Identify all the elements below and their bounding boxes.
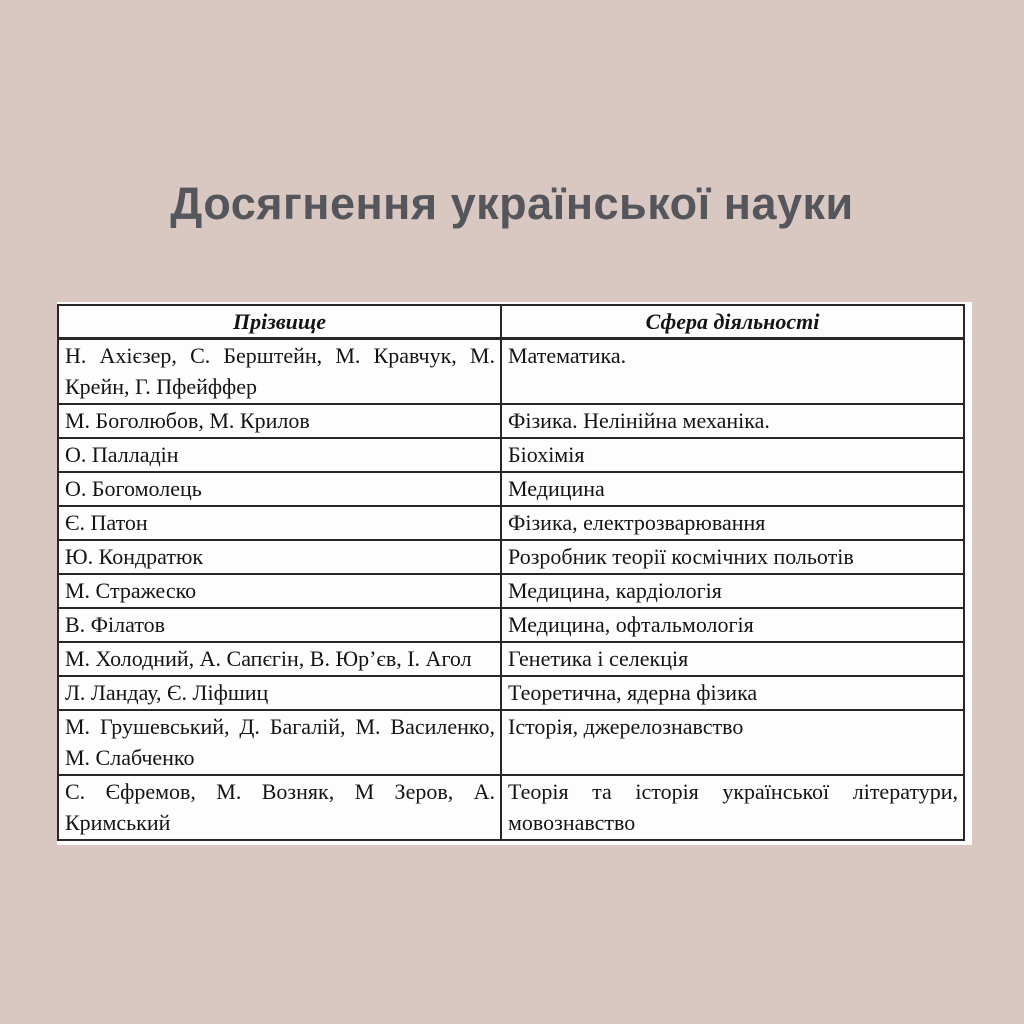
- field-cell: Генетика і селекція: [501, 642, 964, 676]
- table-row: [58, 438, 964, 472]
- table-row: [58, 710, 964, 775]
- field-cell: Медицина, офтальмологія: [501, 608, 964, 642]
- table-body: [58, 339, 964, 841]
- table-row: [58, 540, 964, 574]
- scientists-cell: Л. Ландау, Є. Ліфшиц: [58, 676, 501, 710]
- table-row: [58, 574, 964, 608]
- table-card: [57, 302, 972, 845]
- scientists-cell: С. Єфремов, М. Возняк, М Зеров, А. Кримський: [58, 775, 501, 840]
- page-title: Досягнення української науки: [170, 178, 854, 229]
- scientists-cell: О. Палладін: [58, 438, 501, 472]
- table-row: [58, 404, 964, 438]
- scientists-cell: М. Холодний, А. Сапєгін, В. Юр’єв, І. Агол: [58, 642, 501, 676]
- scientists-cell: М. Боголюбов, М. Крилов: [58, 404, 501, 438]
- table-row: [58, 775, 964, 840]
- table-row: [58, 339, 964, 405]
- field-cell: Теорія та історія української літератури, мовознавство: [501, 775, 964, 840]
- field-cell: Медицина, кардіологія: [501, 574, 964, 608]
- column-header-field: Сфера діяльності: [501, 305, 964, 339]
- scientists-table: [57, 304, 965, 841]
- table-row: [58, 676, 964, 710]
- scientists-cell: Н. Ахієзер, С. Берштейн, М. Кравчук, М. Крейн, Г. Пфейффер: [58, 339, 501, 405]
- scientists-cell: М. Грушевський, Д. Багалій, М. Василенко, М. Слабченко: [58, 710, 501, 775]
- field-cell: Фізика, електрозварювання: [501, 506, 964, 540]
- scientists-cell: О. Богомолець: [58, 472, 501, 506]
- table-row: [58, 506, 964, 540]
- field-cell: Історія, джерелознавство: [501, 710, 964, 775]
- header-row: [58, 305, 964, 339]
- scientists-cell: Ю. Кондратюк: [58, 540, 501, 574]
- field-cell: Фізика. Нелінійна механіка.: [501, 404, 964, 438]
- field-cell: Розробник теорії космічних польотів: [501, 540, 964, 574]
- scientists-cell: В. Філатов: [58, 608, 501, 642]
- table-row: [58, 472, 964, 506]
- field-cell: Математика.: [501, 339, 964, 405]
- column-header-surname: Прізвище: [58, 305, 501, 339]
- field-cell: Медицина: [501, 472, 964, 506]
- table-row: [58, 642, 964, 676]
- table-row: [58, 608, 964, 642]
- scientists-cell: Є. Патон: [58, 506, 501, 540]
- field-cell: Біохімія: [501, 438, 964, 472]
- scientists-cell: М. Стражеско: [58, 574, 501, 608]
- field-cell: Теоретична, ядерна фізика: [501, 676, 964, 710]
- table-header: [58, 305, 964, 339]
